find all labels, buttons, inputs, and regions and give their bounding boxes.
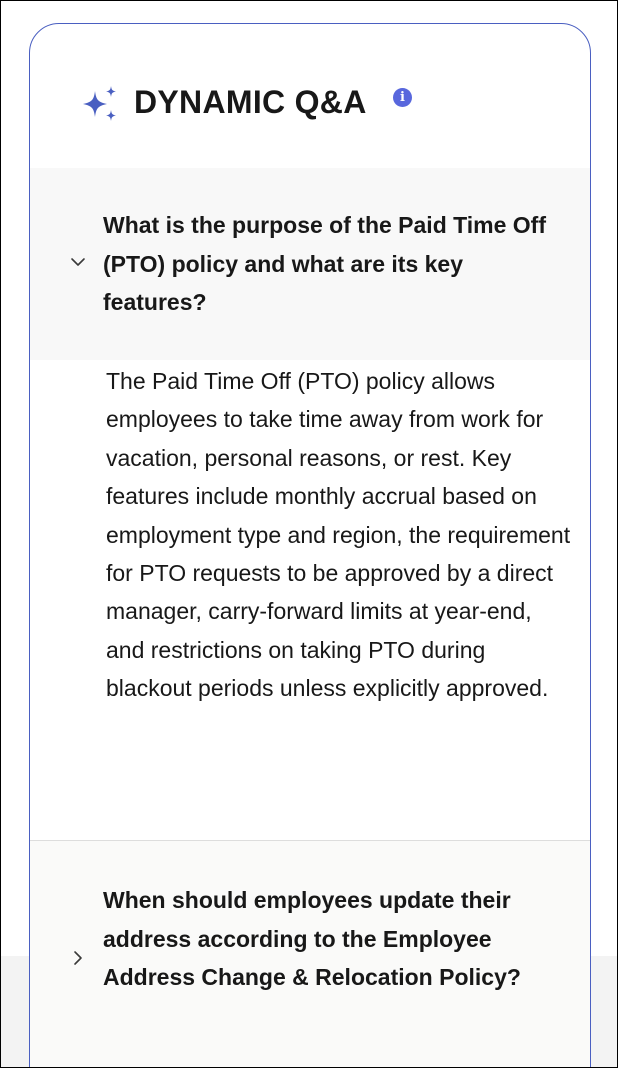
dynamic-qa-card <box>29 23 591 1068</box>
chevron-down-icon <box>70 254 86 270</box>
card-header <box>30 24 590 168</box>
sparkles-icon <box>80 84 120 124</box>
question-row-pto[interactable] <box>30 168 590 360</box>
card-title: DYNAMIC Q&A <box>134 84 367 120</box>
question-text: When should employees update their address according to the Employee Address Change & Relocation Policy? <box>103 887 521 990</box>
question-row-address[interactable] <box>30 841 590 1068</box>
answer-text: The Paid Time Off (PTO) policy allows employees to take time away from work for vacation, personal reasons, or rest. Key features include monthly accrual based on employment type and region, the requirement for PTO requests to be approved by a direct manager, carry-forward limits at year-end, and restrictions on taking PTO during blackout periods unless explicitly approved. <box>106 368 571 702</box>
info-icon[interactable]: i <box>393 88 412 107</box>
question-text: What is the purpose of the Paid Time Off (PTO) policy and what are its key features? <box>103 212 546 315</box>
chevron-right-icon <box>70 950 86 966</box>
